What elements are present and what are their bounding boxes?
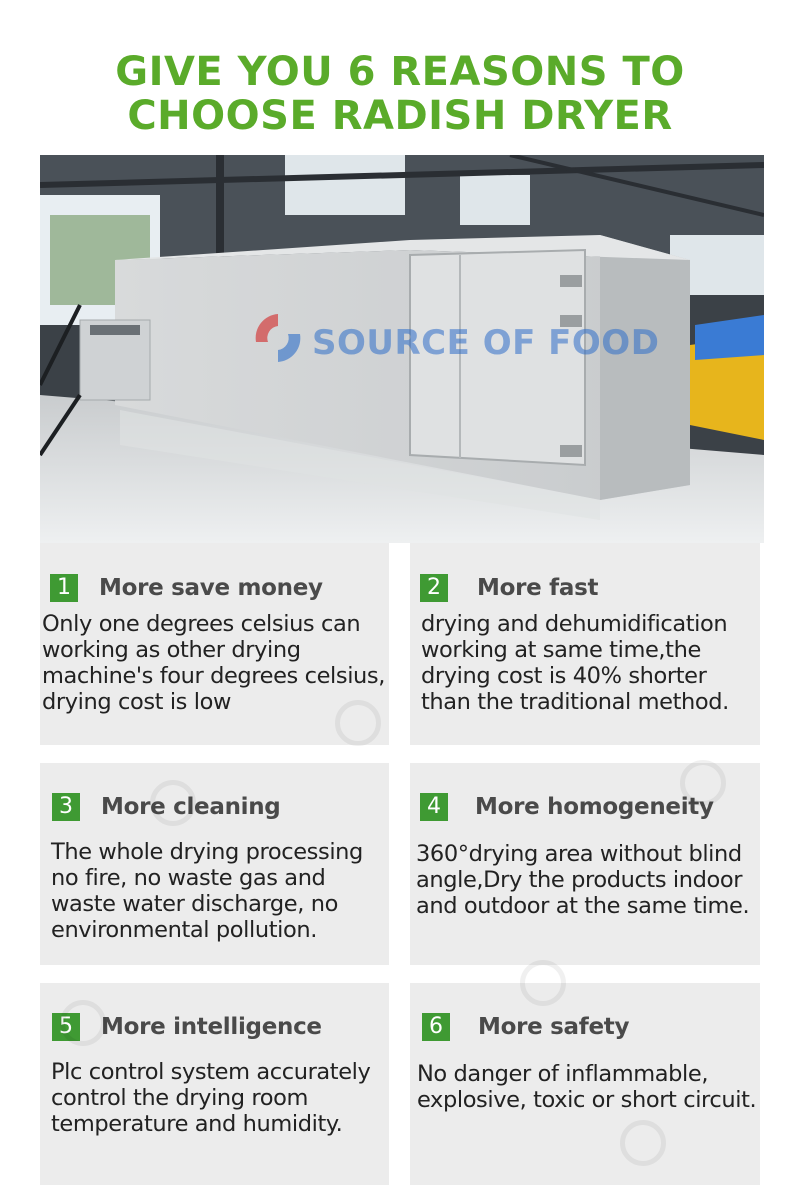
- reason-number-badge: 2: [420, 574, 448, 602]
- title-line-1: GIVE YOU 6 REASONS TO: [115, 49, 685, 95]
- reason-title: More fast: [477, 575, 599, 601]
- reason-title: More safety: [478, 1014, 630, 1040]
- reason-description: The whole drying processing no fire, no waste gas and waste water discharge, no environmental pollution.: [51, 839, 363, 943]
- reason-number-badge: 3: [52, 793, 80, 821]
- reason-title: More homogeneity: [475, 794, 714, 820]
- reason-card-3: [40, 763, 389, 965]
- reason-number-badge: 5: [52, 1013, 80, 1041]
- reason-title: More intelligence: [101, 1014, 322, 1040]
- product-photo: [40, 155, 764, 543]
- reason-description: 360°drying area without blind angle,Dry the products indoor and outdoor at the same time.: [416, 841, 750, 919]
- reason-card-2: [410, 543, 760, 745]
- reason-description: No danger of inflammable, explosive, toxic or short circuit.: [417, 1061, 757, 1113]
- title-line-2: CHOOSE RADISH DRYER: [127, 93, 673, 139]
- reason-title: More cleaning: [101, 794, 281, 820]
- reason-card-6: [410, 983, 760, 1185]
- reason-description: Only one degrees celsius can working as other drying machine's four degrees celsius, drying cost is low: [42, 611, 385, 715]
- reason-title: More save money: [99, 575, 323, 601]
- watermark-logo-icon: [335, 700, 381, 746]
- drying-room-illustration: [40, 155, 764, 543]
- watermark-logo-icon: [620, 1120, 666, 1166]
- watermark-label: SOURCE OF FOOD: [312, 323, 660, 363]
- reason-number-badge: 1: [50, 574, 78, 602]
- reason-description: drying and dehumidification working at same time,the drying cost is 40% shorter than the traditional method.: [421, 611, 729, 715]
- reason-number-badge: 4: [420, 793, 448, 821]
- watermark-logo-icon: [520, 960, 566, 1006]
- page-title: [0, 50, 800, 138]
- reason-number-badge: 6: [422, 1013, 450, 1041]
- watermark-logo-icon: [150, 780, 196, 826]
- watermark-logo-icon: [680, 760, 726, 806]
- reason-description: Plc control system accurately control the drying room temperature and humidity.: [51, 1059, 371, 1137]
- watermark-logo-icon: [60, 1000, 106, 1046]
